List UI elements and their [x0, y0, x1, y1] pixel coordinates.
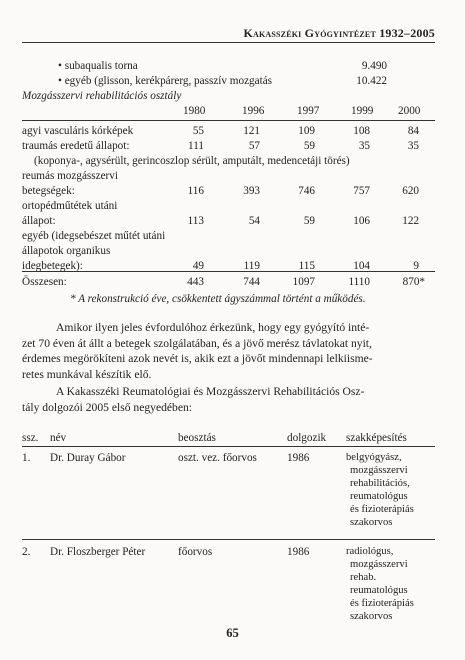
stats-cell: 119	[243, 260, 260, 272]
stats-cell: 122	[402, 215, 419, 227]
stats-row-label: agyi vasculáris kórképek	[22, 125, 134, 137]
paragraph-2-line: tály dolgozói 2005 első negyedében:	[22, 400, 193, 414]
staff-spec-line: radiológus,	[346, 546, 394, 557]
item-subaqualis-label: • subaqualis torna	[58, 60, 138, 72]
total-cell: 870*	[402, 276, 425, 288]
stats-cell: 757	[353, 185, 370, 197]
paragraph-1-line: zet 70 éven át állt a betegek szolgálatában, és a jövő merész távlatokat nyit,	[22, 336, 372, 350]
staff-row-divider	[22, 539, 435, 540]
paragraph-1-line: érdemes megörökíteni azok nevét is, akik ezt a jövőt mindennapi lelkiisme-	[22, 352, 373, 366]
footnote: * A rekonstrukció éve, csökkentett ágyszámmal történt a működés.	[70, 293, 366, 305]
staff-since: 1986	[287, 452, 310, 464]
staff-header-name: név	[50, 432, 67, 444]
stats-cell: 59	[303, 215, 315, 227]
total-cell: 443	[187, 276, 204, 288]
staff-spec-line: szakorvos	[350, 611, 393, 622]
staff-num: 2.	[22, 546, 31, 558]
staff-spec-line: és fizioterápiás	[350, 504, 414, 515]
stats-row-label: (koponya-, agysérült, gerincoszlop sérült, amputált, medencetáji törés)	[34, 155, 350, 167]
stats-cell: 49	[192, 260, 204, 272]
stats-row-label: egyéb (idegsebészet műtét utáni	[22, 230, 166, 242]
stats-cell: 746	[298, 185, 315, 197]
stats-cell: 109	[298, 125, 315, 137]
stats-row-label: traumás eredetű állapot:	[22, 140, 130, 152]
stats-cell: 113	[187, 215, 204, 227]
staff-spec-line: rehabilitációs,	[350, 478, 410, 489]
table-total-rule	[22, 271, 435, 272]
stats-row-label: reumás mozgásszervi	[22, 170, 118, 182]
paragraph-2-line: A Kakasszéki Reumatológiai és Mozgásszervi Rehabilitációs Osz-	[56, 385, 365, 398]
stats-cell: 393	[243, 185, 260, 197]
staff-header-spec: szakképesítés	[346, 432, 407, 444]
stats-cell: 111	[188, 140, 204, 152]
staff-since: 1986	[287, 546, 310, 558]
year-1980: 1980	[183, 105, 206, 117]
paragraph-2	[22, 384, 436, 415]
stats-row-label: betegségek:	[22, 185, 75, 197]
stats-cell: 54	[248, 215, 260, 227]
stats-cell: 108	[353, 125, 370, 137]
total-label: Összesen:	[22, 276, 67, 288]
stats-cell: 9	[413, 260, 419, 272]
dept-title: Mozgásszervi rehabilitációs osztály	[22, 90, 182, 102]
stats-cell: 106	[353, 215, 370, 227]
running-header: Kakasszéki Gyógyintézet 1932–2005	[243, 26, 435, 40]
paragraph-1-line: retes munkával készítik elő.	[22, 367, 152, 381]
item-egyeb-value: 10.422	[356, 75, 387, 87]
staff-spec-line: rehab.	[350, 572, 377, 583]
paragraph-1-line: Amikor ilyen jeles évfordulóhoz érkezünk, hogy egy gyógyító inté-	[56, 321, 370, 334]
staff-name: Dr. Floszberger Péter	[50, 546, 146, 558]
staff-header-role: beosztás	[178, 432, 216, 444]
staff-header-since: dolgozik	[287, 432, 327, 444]
page-number: 65	[226, 626, 239, 640]
item-subaqualis-value: 9.490	[361, 60, 387, 72]
stats-cell: 104	[353, 260, 370, 272]
stats-cell: 116	[187, 185, 204, 197]
staff-role: oszt. vez. főorvos	[178, 452, 257, 464]
stats-row-label: állapotok organikus	[22, 245, 111, 257]
staff-header-num: ssz.	[22, 432, 39, 444]
stats-cell: 84	[407, 125, 419, 137]
stats-row-label: állapot:	[22, 215, 56, 227]
year-1999: 1999	[351, 105, 374, 117]
staff-spec-line: mozgásszervi	[350, 465, 408, 476]
total-cell: 1097	[292, 276, 315, 288]
staff-role: főorvos	[178, 546, 213, 558]
stats-cell: 35	[358, 140, 370, 152]
stats-cell: 121	[243, 125, 260, 137]
staff-name: Dr. Duray Gábor	[50, 452, 126, 464]
total-cell: 1110	[348, 276, 370, 288]
stats-cell: 115	[298, 260, 315, 272]
staff-spec-line: reumatológus	[350, 491, 408, 502]
staff-spec-line: szakorvos	[350, 517, 393, 528]
year-1997: 1997	[297, 105, 320, 117]
stats-cell: 59	[303, 140, 315, 152]
header-rule	[22, 42, 435, 43]
staff-num: 1.	[22, 452, 31, 464]
item-egyeb-label: • egyéb (glisson, kerékpárerg, passzív mozgatás	[58, 75, 273, 87]
stats-row-label: idegbetegek):	[22, 260, 83, 272]
year-1996: 1996	[242, 105, 265, 117]
staff-spec-line: belgyógyász,	[346, 452, 402, 463]
total-cell: 744	[243, 276, 260, 288]
stats-cell: 55	[192, 125, 204, 137]
staff-spec-line: és fizioterápiás	[350, 598, 414, 609]
stats-cell: 35	[407, 140, 419, 152]
stats-cell: 57	[248, 140, 260, 152]
year-2000: 2000	[398, 105, 421, 117]
paragraph-1	[22, 320, 436, 382]
stats-row-label: ortopédműtétek utáni	[22, 200, 118, 212]
staff-spec-line: mozgásszervi	[350, 559, 408, 570]
staff-spec-line: reumatológus	[350, 585, 408, 596]
staff-header-rule	[22, 446, 435, 447]
stats-cell: 620	[402, 185, 419, 197]
table-top-rule	[22, 120, 435, 121]
